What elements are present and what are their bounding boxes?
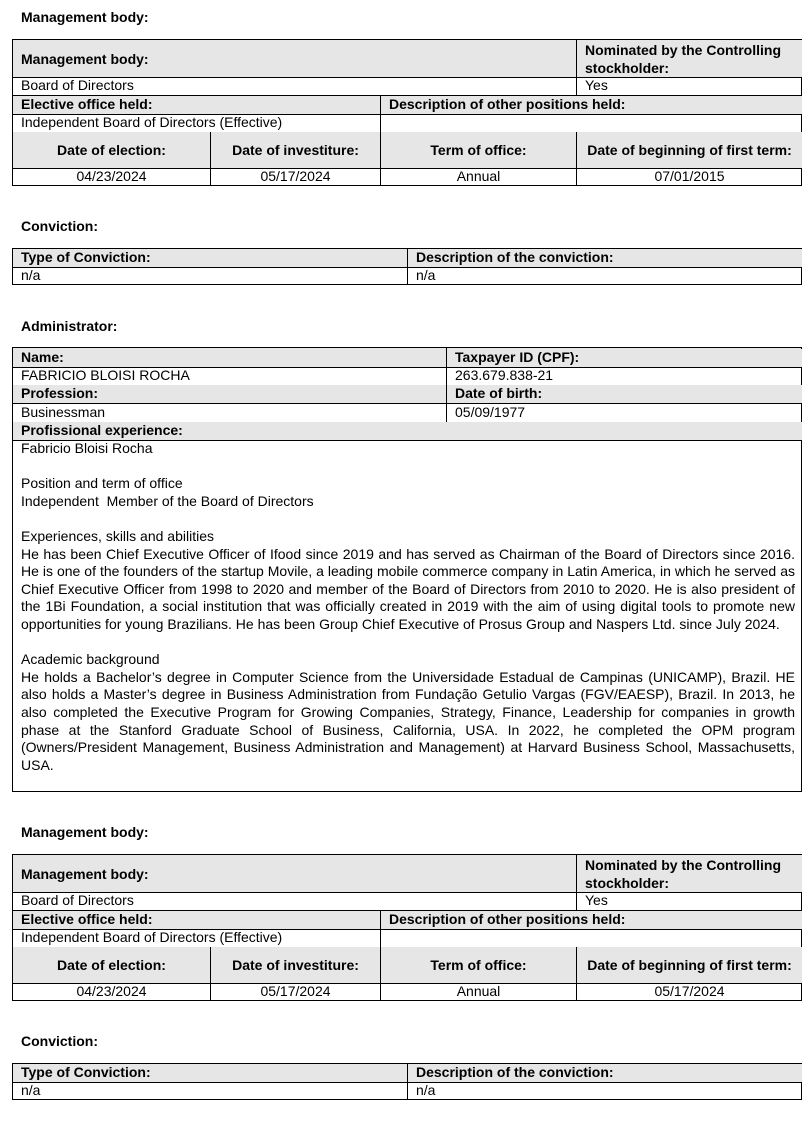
term-of-office-label: Term of office: [381, 132, 576, 168]
conviction-description-label: Description of the conviction: [408, 249, 802, 267]
birth-date-label: Date of birth: [447, 385, 802, 403]
election-date-value: 04/23/2024 [76, 168, 147, 184]
first-term-date-value: 07/01/2015 [654, 168, 725, 184]
conviction-type-label: Type of Conviction: [13, 249, 407, 267]
investiture-date-value: 05/17/2024 [260, 168, 331, 184]
experience-name-line: Fabricio Bloisi Rocha [21, 440, 153, 456]
elective-office-value: Independent Board of Directors (Effective) [21, 114, 283, 130]
profession-label: Profession: [13, 385, 446, 403]
investiture-date-value: 05/17/2024 [260, 983, 331, 999]
skills-paragraph: He has been Chief Executive Officer of Ifood since 2019 and has served as Chairman of the Board of Directors since 2016. He is one of the founders of the startup Movile, a leading mobile commerce company in Latin America, in which he served as Chief Executive Officer from 1998 to 2020 and member of the Board of Directors from 2010 to 2020. He is also president of the 1Bi Foundation, a social institution that was officially created in 2019 with the aim of using digital tools to promote new opportunities for young Brazilians. He has been Group Chief Executive of Prosus Group and Naspers Ltd. since July 2024. [21, 545, 795, 632]
elective-office-label: Elective office held: [13, 96, 380, 114]
other-positions-value [381, 929, 802, 947]
profession-value: Businessman [21, 404, 106, 420]
cpf-value: 263.679.838-21 [455, 367, 554, 383]
cpf-label: Taxpayer ID (CPF): [447, 349, 802, 367]
skills-heading: Experiences, skills and abilities [21, 527, 214, 544]
position-heading: Position and term of office [21, 475, 183, 492]
conviction-description-value: n/a [416, 1082, 436, 1098]
nominated-label: Nominated by the Controlling stockholder: [577, 40, 802, 77]
academic-heading: Academic background [21, 651, 160, 668]
conviction-type-value: n/a [21, 267, 41, 283]
other-positions-label: Description of other positions held: [381, 911, 802, 929]
management-body-heading: Management body: [21, 9, 149, 25]
conviction-heading: Conviction: [21, 218, 98, 234]
first-term-date-value: 05/17/2024 [654, 983, 725, 999]
birth-date-value: 05/09/1977 [455, 404, 526, 420]
election-date-label: Date of election: [13, 132, 210, 168]
elective-office-label: Elective office held: [13, 911, 380, 929]
investiture-date-label: Date of investiture: [211, 947, 380, 983]
conviction-description-value: n/a [416, 267, 436, 283]
management-body-value: Board of Directors [21, 892, 134, 908]
term-of-office-value: Annual [456, 983, 501, 999]
conviction-type-value: n/a [21, 1082, 41, 1098]
conviction-type-label: Type of Conviction: [13, 1064, 407, 1082]
name-label: Name: [13, 349, 446, 367]
nominated-label: Nominated by the Controlling stockholder: [577, 855, 802, 892]
name-value: FABRICIO BLOISI ROCHA [21, 367, 190, 383]
management-body-value: Board of Directors [21, 77, 134, 93]
management-body-label: Management body: [13, 40, 576, 77]
conviction-table-2 [12, 1063, 802, 1100]
first-term-date-label: Date of beginning of first term: [577, 947, 802, 983]
term-of-office-value: Annual [456, 168, 501, 184]
election-date-value: 04/23/2024 [76, 983, 147, 999]
position-value: Independent Member of the Board of Directors [21, 492, 314, 509]
management-table [12, 39, 802, 186]
other-positions-label: Description of other positions held: [381, 96, 802, 114]
management-body-heading-2: Management body: [21, 824, 149, 840]
academic-paragraph: He holds a Bachelor’s degree in Computer Science from the Universidade Estadual de Campinas (UNICAMP), Brazil. HE also holds a Master’s degree in Business Administration from Fundação Getulio Vargas (FGV/EAESP), Brazil. In 2013, he also completed the Executive Program for Growing Companies, Strategy, Finance, Leadership for companies in growth phase at the Stanford Graduate School of Business, California, USA. In 2022, he completed the OPM program (Owners/President Management, Business Administration and Management) at Harvard Business School, Massachusetts, USA. [21, 668, 795, 773]
election-date-label: Date of election: [13, 947, 210, 983]
experience-label: Profissional experience: [13, 422, 802, 440]
term-of-office-label: Term of office: [381, 947, 576, 983]
conviction-description-label: Description of the conviction: [408, 1064, 802, 1082]
management-body-label: Management body: [13, 855, 576, 892]
investiture-date-label: Date of investiture: [211, 132, 380, 168]
conviction-heading-2: Conviction: [21, 1033, 98, 1049]
first-term-date-label: Date of beginning of first term: [577, 132, 802, 168]
elective-office-value: Independent Board of Directors (Effective) [21, 929, 283, 945]
administrator-heading: Administrator: [21, 318, 118, 334]
experience-text [21, 440, 795, 774]
administrator-table [12, 347, 802, 792]
nominated-value: Yes [585, 892, 608, 908]
other-positions-value [381, 114, 802, 132]
management-table-2 [12, 854, 802, 1001]
nominated-value: Yes [585, 77, 608, 93]
conviction-table [12, 248, 802, 285]
